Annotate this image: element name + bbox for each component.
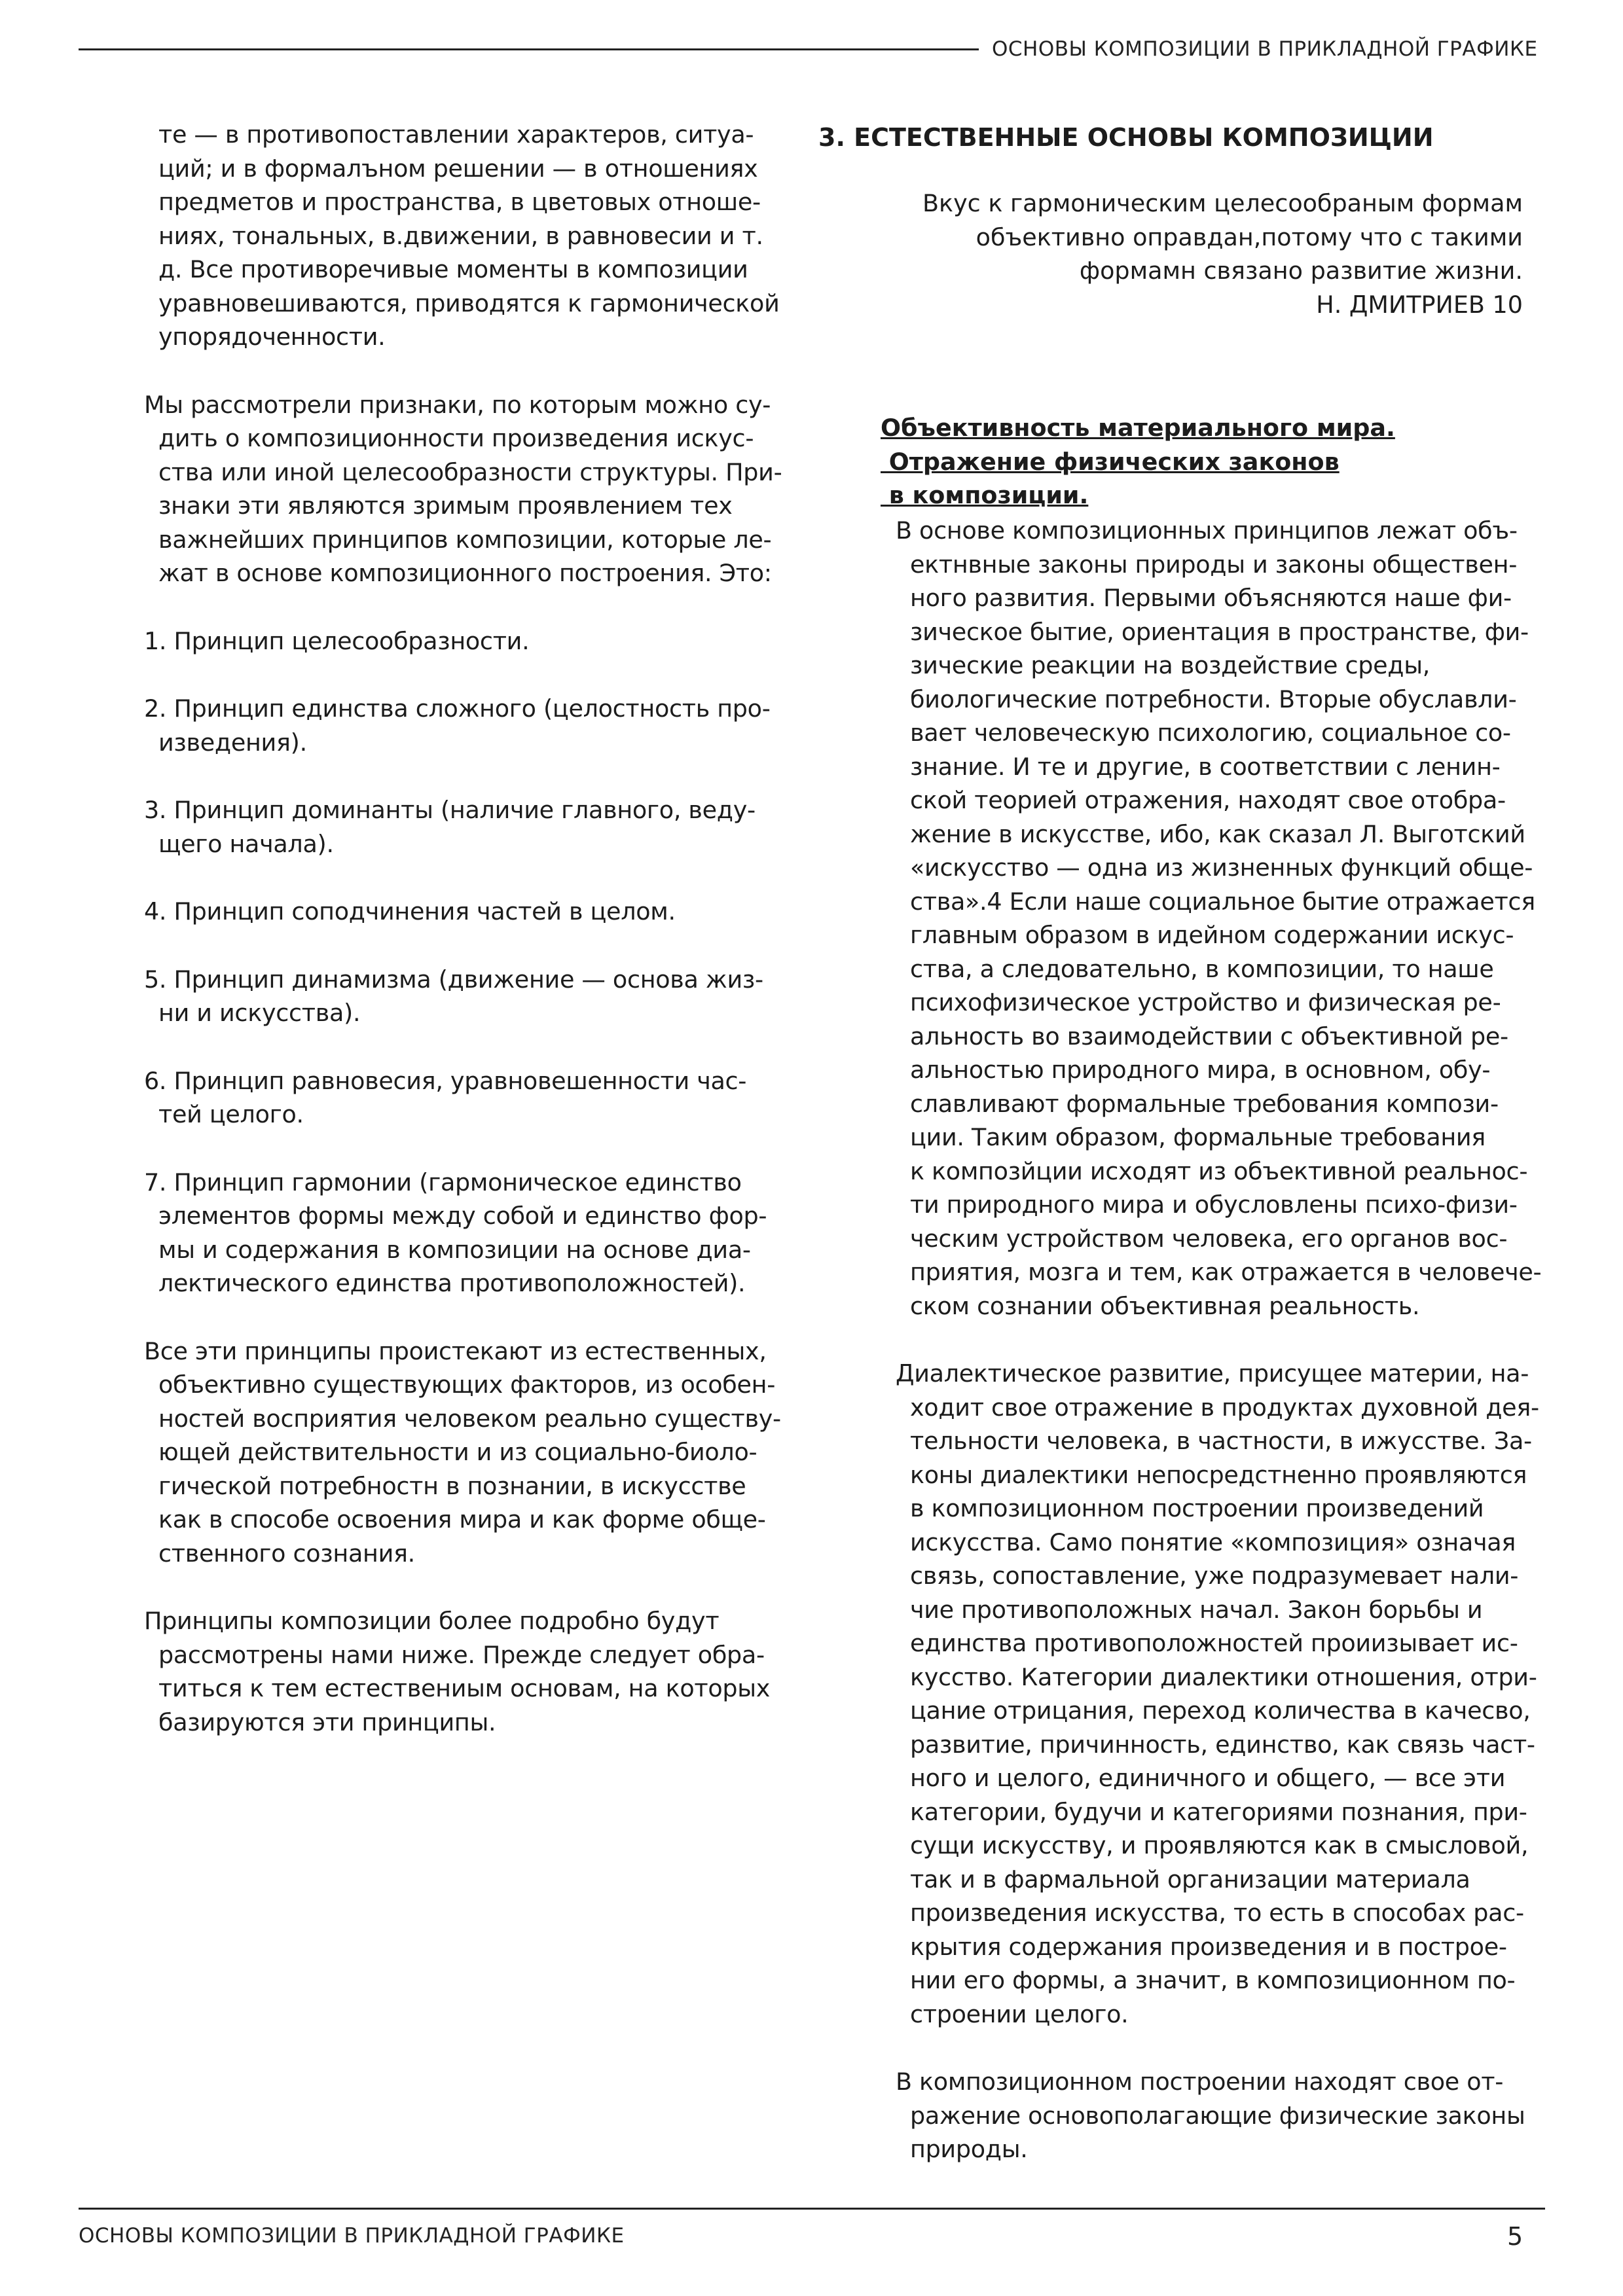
right-paragraph-1: В основе композиционных принципов лежат объ- ектнвные законы природы и законы обществен- ного развития. Первыми объясняются наше фи- зическое бытие, ориентация в пространстве, фи- зические реакции на воздействие среды, биологические потребности. Вторые обуславли- вает человеческую психологию, социальное со- знание. И те и другие, в соответствии с ленин- ской теорией отражения, находят свое отобра- жение в искусстве, ибо, как сказал Л. Выготский «искусство — одна из жизненных функций обще- ства».4 Если наше социальное бытие отражается главным образом в идейном содержании искус- ства, а следовательно, в композиции, то наше психофизическое устройство и физическая ре- альность во взаимодействии с объективной ре- альностью природного мира, в основном, обу- славливают формальные требования компози- ции. Таким образом, формальные требования к композйции исходят из объективной реальнос- ти природного мира и обусловлены психо-физи- ческим устройством человека, его органов вос- приятия, мозга и тем, как отражается в человече- ском сознании объективная реальность. [896, 516, 1542, 1320]
principle-item-5: 5. Принцип динамизма (движение — основа жиз- ни и искусства). [144, 965, 763, 1027]
principle-item-1: 1. Принцип целесообразности. [144, 626, 530, 655]
left-paragraph-4: Принципы композиции более подробно будут рассмотрены нами ниже. Прежде следует обра- титься к тем естествениым основам, на которых базируются эти принципы. [144, 1607, 771, 1736]
subsection-heading: Объективность материального мира. Отражение физических законов в композиции. [881, 414, 1395, 509]
page-number: 5 [1507, 2222, 1523, 2251]
left-column [144, 118, 799, 1739]
section-heading: 3. ЕСТЕСТВЕННЫЕ ОСНОВЫ КОМПОЗИЦИИ [818, 123, 1434, 152]
principle-item-7: 7. Принцип гармонии (гармоническое единство элементов формы между собой и единство фор- мы и содержания в композиции на основе диа- лектического единства противоположностей). [144, 1168, 767, 1297]
left-paragraph-3: Все эти принципы проистекают из естественных, объективно существующих факторов, из особен- ностей восприятия человеком реально существу- ющей действительности и из социально-биоло- гической потребностн в познании, в искусстве как в способе освоения мира и как форме обще- ственного сознания. [144, 1336, 781, 1568]
principle-item-6: 6. Принцип равновесия, уравновешенности час- тей целого. [144, 1066, 747, 1128]
header-running-title: ОСНОВЫ КОМПОЗИЦИИ В ПРИКЛАДНОЙ ГРАФИКЕ [992, 37, 1538, 61]
right-column [896, 514, 1550, 2166]
right-paragraph-2: Диалектическое развитие, присущее материи, на- ходит свое отражение в продуктах духовной дея- тельности человека, в частности, в ижусстве. За- коны диалектики непосредстненно проявляются в композиционном построении произведений искусства. Само понятие «композиция» означая связь, сопоставление, уже подразумевает нали- чие противоположных начал. Закон борьбы и единства противоположностей проиизывает ис- кусство. Категории диалектики отношения, отри- цание отрицания, переход количества в качесво, развитие, причинность, единство, как связь част- ного и целого, единичного и общего, — все эти категории, будучи и категориями познания, при- сущи искусству, и проявляются как в смысловой, так и в фармальной организации материала произведения искусства, то есть в способах рас- крытия содержания произведения и в построе- нии его формы, а значит, в композиционном по- строении целого. [896, 1359, 1539, 2028]
principle-item-4: 4. Принцип соподчинения частей в целом. [144, 897, 676, 925]
footer-rule [79, 2208, 1545, 2210]
left-paragraph-1: те — в противопоставлении характеров, ситуа- ций; и в формалъном решении — в отношениях предметов и пространства, в цветовых отноше- ниях, тональных, в.движении, в равновесии и т. д. Все противоречивые моменты в композиции уравновешиваются, приводятся к гармонической упорядоченности. [158, 120, 780, 351]
principle-item-3: 3. Принцип доминанты (наличие главного, веду- щего начала). [144, 796, 756, 858]
left-paragraph-2: Мы рассмотрели признаки, по которым можно су- дить о композиционности произведения искус- ства или иной целесообразности структуры. При- знаки эти являются зримым проявлением тех важнейших принципов композиции, которые ле- жат в основе композиционного построения. Это: [144, 390, 782, 587]
principle-item-2: 2. Принцип единства сложного (целостность про- изведения). [144, 694, 771, 757]
footer-running-title: ОСНОВЫ КОМПОЗИЦИИ В ПРИКЛАДНОЙ ГРАФИКЕ [79, 2224, 625, 2248]
right-paragraph-3: В композиционном построении находят свое от- ражение основополагающие физические законы природы. [896, 2068, 1525, 2163]
epigraph: Вкус к гармоническим целесообраным формам объективно оправдан,потому что с такими формамн связано развитие жизни. Н. ДМИТРИЕВ 10 [922, 189, 1523, 319]
header-rule [79, 48, 979, 50]
